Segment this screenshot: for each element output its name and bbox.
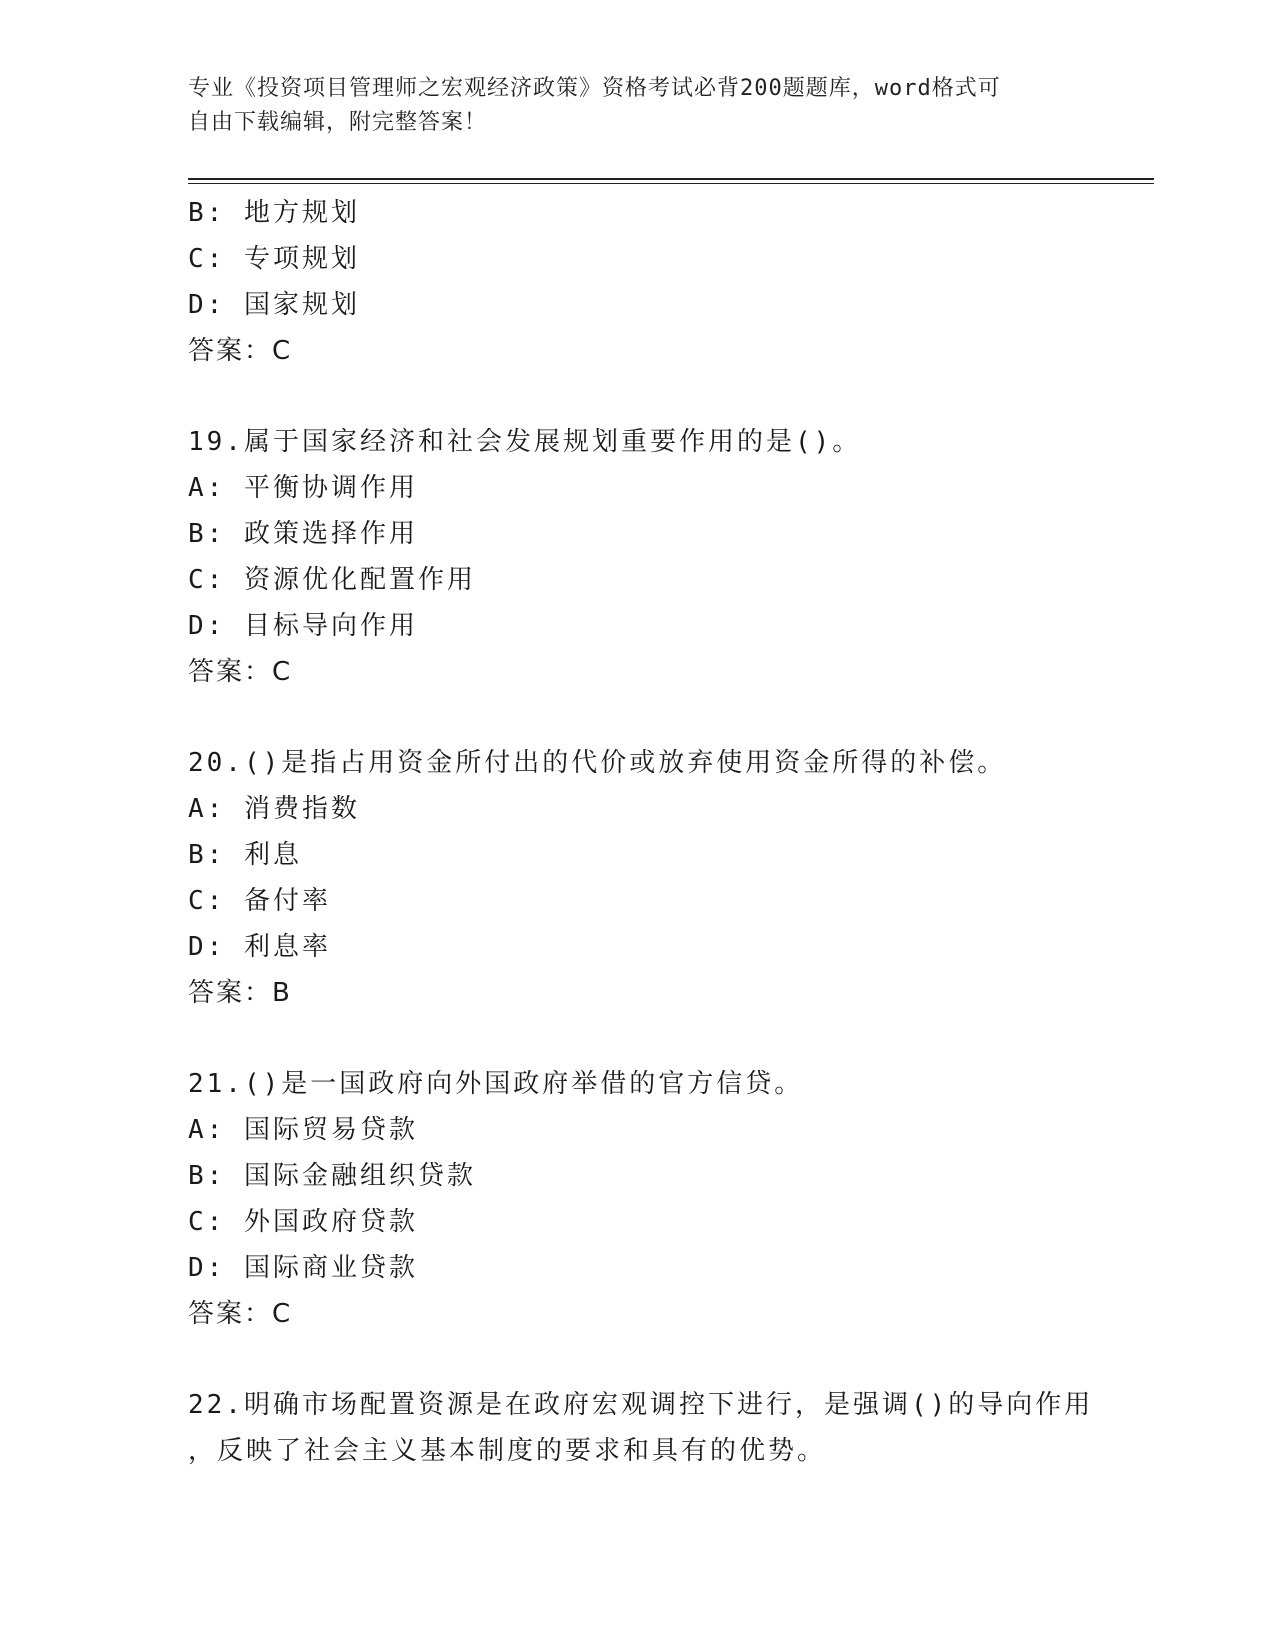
option-d: D: 国家规划	[188, 290, 360, 320]
option-b: B: 利息	[188, 840, 302, 870]
question-text: 21.()是一国政府向外国政府举借的官方信贷。	[188, 1069, 804, 1099]
option-b: B: 地方规划	[188, 198, 360, 228]
option-c: C: 外国政府贷款	[188, 1207, 418, 1237]
header-divider-thin	[188, 183, 1154, 184]
option-a: A: 国际贸易贷款	[188, 1115, 418, 1145]
document-header	[188, 72, 1088, 140]
answer-line: 答案：C	[188, 336, 293, 366]
option-d: D: 目标导向作用	[188, 611, 418, 641]
option-b: B: 国际金融组织贷款	[188, 1161, 476, 1191]
answer-line: 答案：C	[188, 657, 293, 687]
question-block-19	[188, 419, 1154, 695]
answer-line: 答案：C	[188, 1299, 293, 1329]
question-text: 19.属于国家经济和社会发展规划重要作用的是()。	[188, 427, 862, 457]
option-c: C: 专项规划	[188, 244, 360, 274]
option-d: D: 利息率	[188, 932, 331, 962]
option-c: C: 资源优化配置作用	[188, 565, 476, 595]
question-text: 20.()是指占用资金所付出的代价或放弃使用资金所得的补偿。	[188, 748, 1007, 778]
header-title-line-1: 专业《投资项目管理师之宏观经济政策》资格考试必背200题题库，word格式可	[188, 76, 1001, 101]
question-list	[188, 190, 1154, 1474]
question-block-21	[188, 1061, 1154, 1337]
header-divider-thick	[188, 178, 1154, 180]
option-a: A: 消费指数	[188, 794, 360, 824]
answer-line: 答案：B	[188, 978, 292, 1008]
question-block-22	[188, 1382, 1154, 1474]
option-c: C: 备付率	[188, 886, 331, 916]
question-block-18	[188, 190, 1154, 374]
header-title-line-2: 自由下载编辑，附完整答案！	[188, 110, 488, 135]
option-b: B: 政策选择作用	[188, 519, 418, 549]
question-block-20	[188, 740, 1154, 1016]
option-d: D: 国际商业贷款	[188, 1253, 418, 1283]
question-text-line-2: ，反映了社会主义基本制度的要求和具有的优势。	[188, 1436, 827, 1466]
question-text-line-1: 22.明确市场配置资源是在政府宏观调控下进行，是强调()的导向作用	[188, 1390, 1094, 1420]
option-a: A: 平衡协调作用	[188, 473, 418, 503]
